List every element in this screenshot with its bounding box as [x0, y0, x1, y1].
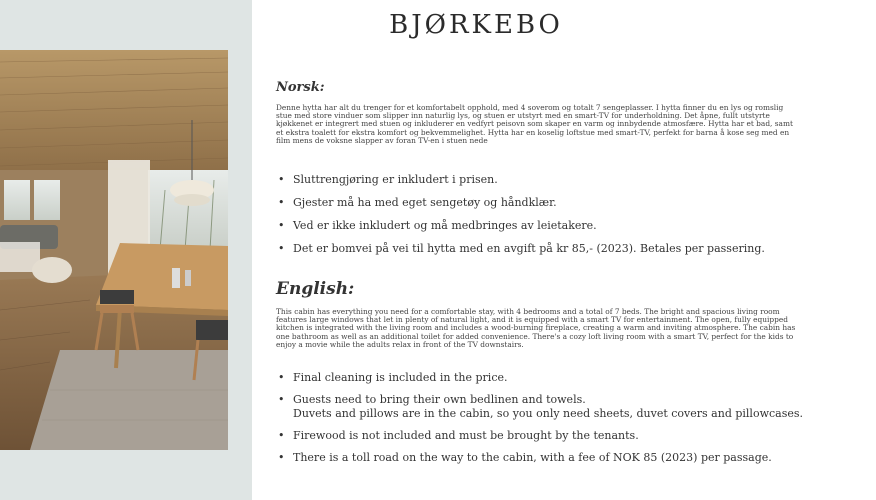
- bullet-icon: •: [278, 173, 285, 186]
- left-panel: [0, 0, 252, 500]
- cabin-interior-photo: [0, 50, 228, 450]
- description-panel: [252, 0, 804, 500]
- bullet-icon: •: [278, 371, 285, 384]
- bullet-icon: •: [278, 393, 285, 406]
- bullet-icon: •: [278, 196, 285, 209]
- norsk-bullet-list: [276, 173, 876, 265]
- list-item: • Ved er ikke inkludert og må medbringes av leietakere.: [278, 219, 597, 232]
- list-item: • Det er bomvei på vei til hytta med en avgift på kr 85,- (2023). Betales per passering.: [278, 242, 765, 255]
- brand-title: BJØRKEBO: [389, 10, 563, 40]
- list-item: • Gjester må ha med eget sengetøy og håndklær.: [278, 196, 557, 209]
- list-item: • Final cleaning is included in the price.: [278, 371, 508, 384]
- bullet-continuation: Duvets and pillows are in the cabin, so you only need sheets, duvet covers and pillowcases.: [293, 407, 804, 420]
- bullet-icon: •: [278, 451, 285, 464]
- english-intro: This cabin has everything you need for a comfortable stay, with 4 bedrooms and a total of 7 beds. The bright and spacious living room features large windows that let in plenty of natural light, and it is equipped with a smart TV for entertainment. The open, fully equipped kitchen is integrated with the living room and includes a wood-burning fireplace, creating a warm and inviting atmosphere. The cabin has one bathroom as well as an additional toilet for added convenience. There's a cozy loft living room with a smart TV, perfect for the kids to enjoy a movie while the adults relax in front of the TV downstairs.: [276, 307, 796, 349]
- bullet-icon: •: [278, 242, 285, 255]
- norsk-heading: Norsk:: [276, 80, 325, 95]
- list-item: • There is a toll road on the way to the cabin, with a fee of NOK 85 (2023) per passage.: [278, 451, 772, 464]
- english-bullet-list: [276, 371, 876, 473]
- list-item: • Firewood is not included and must be brought by the tenants.: [278, 429, 639, 442]
- list-item: • Sluttrengjøring er inkludert i prisen.: [278, 173, 498, 186]
- english-heading: English:: [276, 279, 355, 299]
- bullet-icon: •: [278, 219, 285, 232]
- bullet-icon: •: [278, 429, 285, 442]
- norsk-intro: Denne hytta har alt du trenger for et komfortabelt opphold, med 4 soverom og totalt 7 sengeplasser. I hytta finner du en lys og romslig stue med store vinduer som slipper inn naturlig lys, og stuen er utstyrt med en smart-TV for underholdning. Det åpne, fullt utstyrte kjøkkenet er integrert med stuen og inkluderer en vedfyrt peisovn som skaper en varm og innbydende atmosfære. Hytta har et bad, samt et ekstra toalett for ekstra komfort og bekvemmelighet. Hytta har en koselig loftstue med smart-TV, perfekt for barna å kose seg med en film mens de voksne slapper av foran TV-en i stuen nede: [276, 103, 793, 145]
- list-item: • Guests need to bring their own bedlinen and towels. Duvets and pillows are in the cabin, so you only need sheets, duvet covers and pillowcases.: [278, 393, 804, 420]
